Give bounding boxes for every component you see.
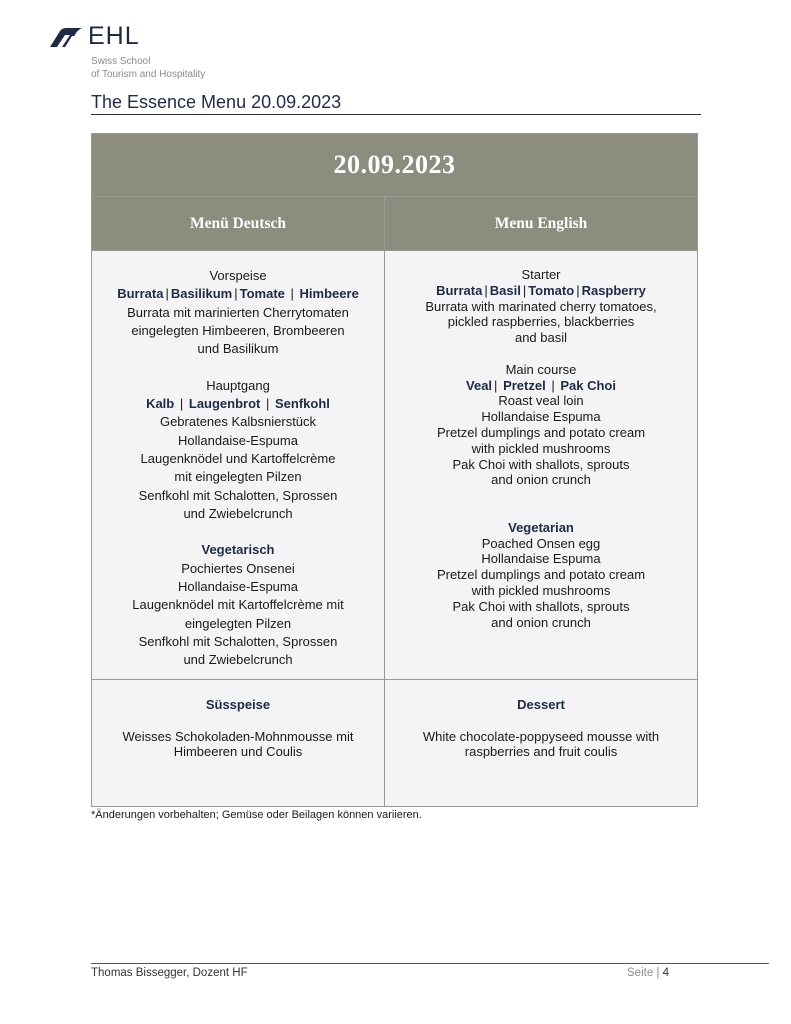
dish-line: Poached Onsen egg bbox=[481, 535, 601, 551]
footer-divider bbox=[91, 963, 769, 964]
footnote: *Änderungen vorbehalten; Gemüse oder Beilagen können variieren. bbox=[91, 809, 422, 821]
dish-line: Hollandaise-Espuma bbox=[178, 432, 298, 448]
dish-line: Burrata mit marinierten Cherrytomaten bbox=[127, 304, 349, 320]
dish-line: Senfkohl mit Schalotten, Sprossen bbox=[138, 633, 338, 649]
menu-cell-english bbox=[385, 251, 698, 680]
separator: | bbox=[484, 282, 488, 298]
footer-page: Seite | 4 bbox=[627, 967, 670, 979]
menu-table bbox=[91, 133, 698, 807]
separator: | bbox=[266, 396, 270, 412]
dish-line: Himbeeren und Coulis bbox=[173, 744, 303, 759]
column-header-english: Menu English bbox=[385, 197, 698, 251]
separator: | bbox=[576, 282, 580, 298]
dish-line: Weisses Schokoladen-Mohnmousse mit bbox=[122, 728, 354, 744]
course-keywords bbox=[385, 283, 697, 299]
column-header-deutsch: Menü Deutsch bbox=[92, 197, 385, 251]
separator: | bbox=[522, 282, 527, 298]
logo-name: EHL bbox=[88, 22, 140, 50]
separator: | bbox=[290, 286, 294, 302]
logo-subtitle-line: Swiss School bbox=[91, 56, 151, 67]
dish-line: pickled raspberries, blackberries bbox=[447, 314, 635, 330]
dish-line: und Zwiebelcrunch bbox=[183, 505, 293, 521]
keyword: Pretzel bbox=[503, 377, 546, 393]
course-label: Süsspeise bbox=[205, 697, 271, 712]
keyword: Basilikum bbox=[170, 286, 233, 302]
course-keywords bbox=[92, 395, 384, 413]
keyword: Pak Choi bbox=[560, 377, 616, 393]
dish-line: Senfkohl mit Schalotten, Sprossen bbox=[138, 487, 338, 503]
menu-cell-deutsch bbox=[92, 251, 385, 680]
course-label: Vegetarisch bbox=[201, 542, 275, 558]
keyword: Senfkohl bbox=[275, 396, 330, 412]
keyword: Burrata bbox=[436, 282, 483, 298]
keyword: Basil bbox=[489, 282, 521, 298]
separator: | bbox=[179, 396, 184, 412]
dish-line: Roast veal loin bbox=[498, 393, 584, 409]
dish-line: Pretzel dumplings and potato cream bbox=[436, 424, 646, 440]
course-label: Starter bbox=[521, 267, 561, 282]
dessert-cell-deutsch bbox=[92, 680, 385, 807]
separator: | bbox=[165, 286, 169, 302]
course-keywords bbox=[385, 378, 697, 394]
dish-line: raspberries and fruit coulis bbox=[464, 744, 618, 759]
separator: | bbox=[551, 377, 555, 393]
dish-line: Laugenknödel und Kartoffelcrème bbox=[140, 450, 336, 466]
dish-line: Pretzel dumplings and potato cream bbox=[436, 567, 646, 583]
course-label: Hauptgang bbox=[206, 377, 270, 393]
dish-line: Hollandaise-Espuma bbox=[178, 579, 298, 595]
keyword: Tomate bbox=[239, 286, 285, 302]
logo-subtitle bbox=[91, 55, 205, 81]
dish-line: with pickled mushrooms bbox=[471, 440, 611, 456]
logo-subtitle-line: of Tourism and Hospitality bbox=[91, 69, 206, 80]
keyword: Raspberry bbox=[581, 282, 646, 298]
dish-line: Burrata with marinated cherry tomatoes, bbox=[425, 298, 657, 314]
dish-line: and onion crunch bbox=[491, 614, 591, 630]
dish-line: Gebratenes Kalbsnierstück bbox=[159, 414, 317, 430]
footer-author: Thomas Bissegger, Dozent HF bbox=[91, 967, 248, 979]
keyword: Laugenbrot bbox=[188, 396, 261, 412]
course-label: Main course bbox=[505, 361, 577, 377]
dish-line: Hollandaise Espuma bbox=[481, 551, 601, 567]
keyword: Tomato bbox=[528, 282, 575, 298]
keyword: Himbeere bbox=[299, 286, 359, 302]
page-label: Seite bbox=[627, 967, 654, 979]
keyword: Veal bbox=[466, 377, 493, 393]
title-divider bbox=[91, 114, 701, 115]
course-label: Vegetarian bbox=[508, 519, 574, 535]
dish-line: with pickled mushrooms bbox=[471, 582, 611, 598]
dish-line: White chocolate-poppyseed mousse with bbox=[422, 728, 660, 744]
course-keywords bbox=[92, 285, 384, 303]
dish-line: eingelegten Himbeeren, Brombeeren bbox=[131, 322, 345, 338]
dish-line: Pak Choi with shallots, sprouts bbox=[452, 598, 630, 614]
dish-line: eingelegten Pilzen bbox=[184, 615, 292, 631]
keyword: Burrata bbox=[117, 286, 164, 302]
dish-line: Hollandaise Espuma bbox=[481, 409, 601, 425]
dish-line: Pak Choi with shallots, sprouts bbox=[452, 456, 630, 472]
dessert-cell-english bbox=[385, 680, 698, 807]
course-label: Vorspeise bbox=[209, 268, 267, 283]
ehl-logo-mark-icon bbox=[48, 27, 86, 49]
dish-line: Laugenknödel mit Kartoffelcrème mit bbox=[132, 597, 344, 613]
document-title: The Essence Menu 20.09.2023 bbox=[91, 92, 342, 112]
dish-line: mit eingelegten Pilzen bbox=[174, 469, 302, 485]
menu-date: 20.09.2023 bbox=[92, 134, 698, 197]
dish-line: and basil bbox=[514, 330, 568, 346]
dish-line: und Basilikum bbox=[197, 341, 279, 357]
separator: | bbox=[234, 286, 238, 302]
dish-line: and onion crunch bbox=[491, 472, 591, 488]
dish-line: Pochiertes Onsenei bbox=[181, 560, 295, 576]
keyword: Kalb bbox=[146, 396, 175, 412]
course-label: Dessert bbox=[517, 697, 565, 712]
separator: | bbox=[494, 377, 498, 393]
dish-line: und Zwiebelcrunch bbox=[183, 652, 293, 668]
page-number: 4 bbox=[662, 967, 670, 979]
